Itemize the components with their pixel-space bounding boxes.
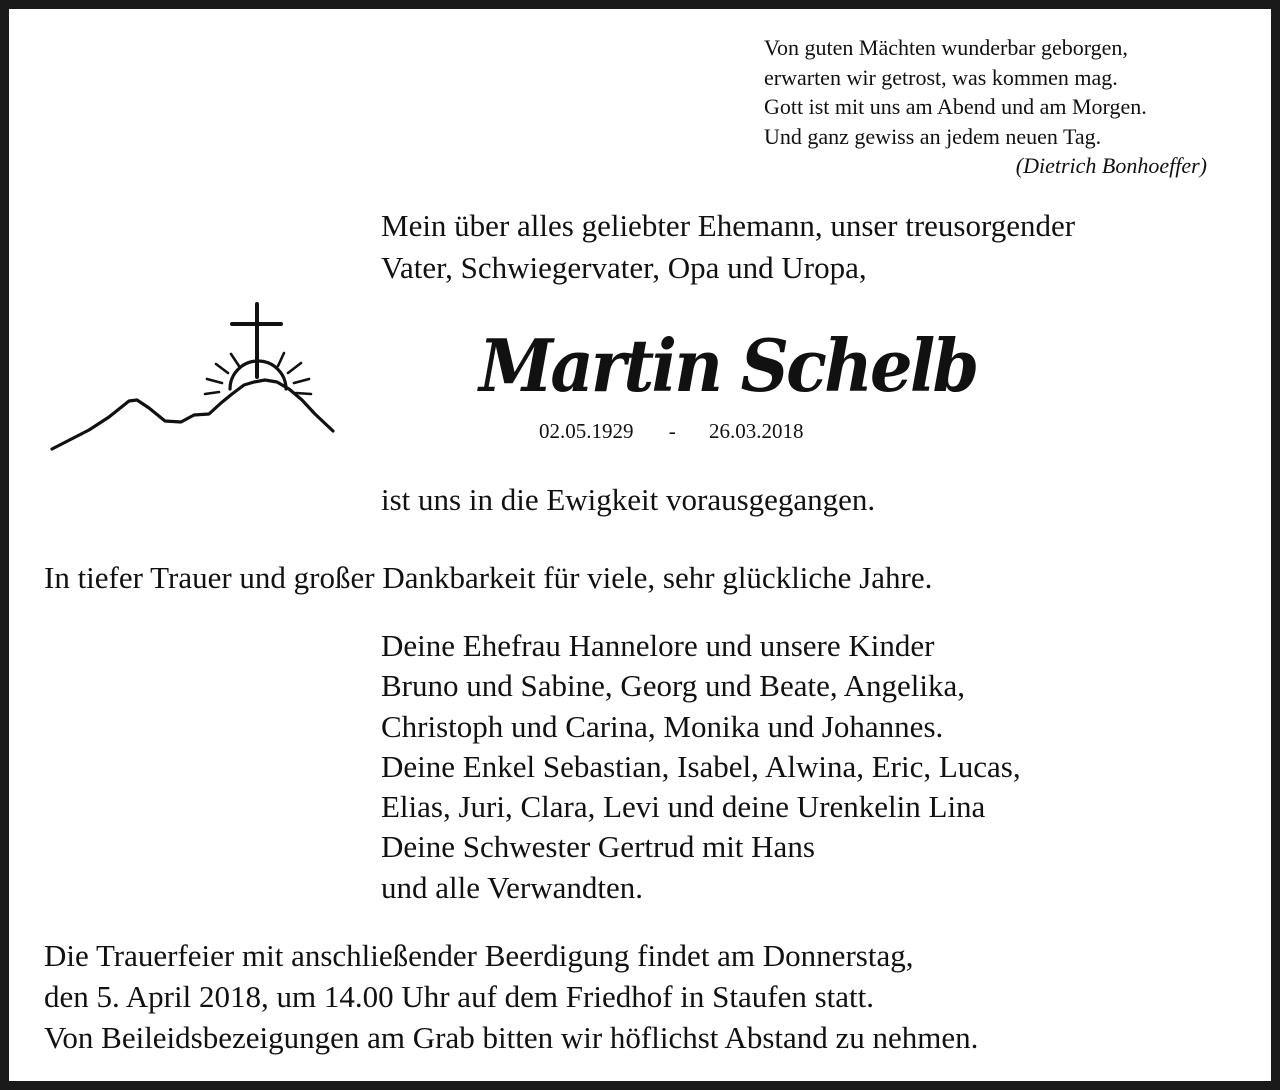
- intro-line: Mein über alles geliebter Ehemann, unser treusorgender: [381, 208, 1076, 243]
- mourners-line: Christoph und Carina, Monika und Johannes.: [381, 708, 944, 744]
- date-separator: -: [668, 419, 676, 443]
- death-date: 26.03.2018: [709, 419, 804, 443]
- quote-author: (Dietrich Bonhoeffer): [1015, 153, 1207, 178]
- cross-on-mountain-with-sun-icon: [49, 297, 339, 462]
- mourners-line: Bruno und Sabine, Georg und Beate, Angelika,: [381, 668, 966, 704]
- mourners-line: Deine Schwester Gertrud mit Hans: [381, 829, 815, 865]
- quote-line: erwarten wir getrost, was kommen mag.: [764, 64, 1118, 90]
- service-line: Die Trauerfeier mit anschließender Beerdigung findet am Donnerstag,: [44, 938, 914, 973]
- intro-line: Vater, Schwiegervater, Opa und Uropa,: [381, 250, 867, 285]
- deceased-name: Martin Schelb: [479, 323, 977, 408]
- quote-line: Gott ist mit uns am Abend und am Morgen.: [764, 94, 1147, 119]
- service-line: Von Beileidsbezeigungen am Grab bitten wir höflichst Abstand zu nehmen.: [44, 1020, 979, 1055]
- mourners-line: Deine Ehefrau Hannelore und unsere Kinder: [381, 628, 935, 663]
- birth-date: 02.05.1929: [539, 419, 634, 443]
- mourners-list: [381, 626, 1021, 908]
- grief-text: In tiefer Trauer und großer Dankbarkeit für viele, sehr glückliche Jahre.: [44, 560, 933, 595]
- intro-text: [381, 205, 1075, 289]
- mourners-line: und alle Verwandten.: [381, 869, 643, 905]
- life-dates: [539, 417, 804, 445]
- departed-text: ist uns in die Ewigkeit vorausgegangen.: [381, 482, 876, 517]
- quote-line: Von guten Mächten wunderbar geborgen,: [764, 35, 1128, 60]
- quote-line: Und ganz gewiss an jedem neuen Tag.: [764, 123, 1102, 149]
- bonhoeffer-quote: [764, 33, 1214, 181]
- funeral-service-info: [44, 935, 978, 1058]
- service-line: den 5. April 2018, um 14.00 Uhr auf dem Friedhof in Staufen statt.: [44, 979, 874, 1014]
- mourners-line: Elias, Juri, Clara, Levi und deine Urenkelin Lina: [381, 789, 986, 825]
- mourners-line: Deine Enkel Sebastian, Isabel, Alwina, Eric, Lucas,: [381, 748, 1021, 784]
